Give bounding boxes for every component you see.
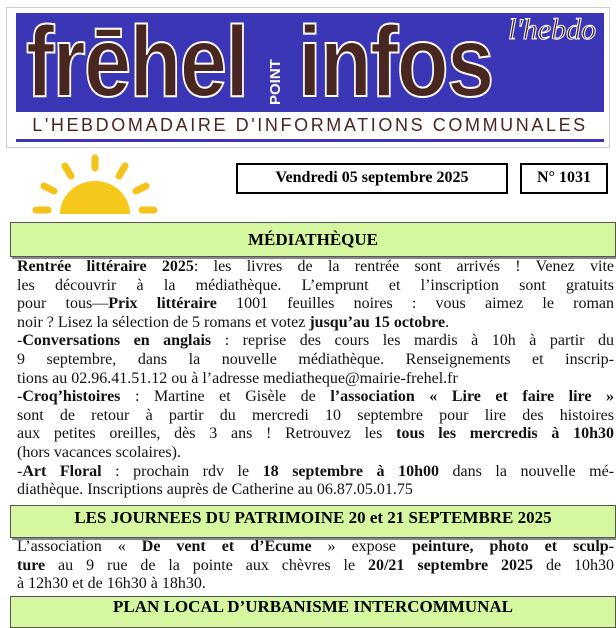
text-line [17,332,614,351]
issue-date: Vendredi 05 septembre 2025 [236,163,508,194]
text-segment: 1001 feuilles noires : vous aimez le roman [216,295,614,313]
text-segment: » expose [311,538,413,555]
text-segment: : les livres de la rentrée sont arrivés ! Venez vite [193,258,614,275]
bold-text: Prix littéraire [108,295,217,313]
bold-text: 20/21 septembre 2025 [367,556,534,574]
section-body-mediatheque [17,258,614,500]
bold-text: jusqu’au 15 octobre [309,313,446,331]
sun-icon [30,150,160,220]
text-line [17,258,614,277]
text-line [17,425,614,444]
text-segment: dans la nouvelle mé- [439,462,614,480]
text-segment: de 10h30 [533,556,614,574]
text-segment: . [445,313,450,331]
bold-text: tous les mercredis à 10h30 [396,425,614,443]
text-line [17,557,614,576]
bold-text: 18 septembre à 10h00 [262,462,439,480]
text-segment: les découvrir à la médiathèque. L’emprunt et l’inscription sont gratuits [17,276,614,294]
text-segment: (hors vacances scolaires). [17,443,181,461]
bold-text: peinture, photo et sculp- [412,538,614,555]
masthead-name-right: infos [298,13,493,112]
text-line [17,481,614,500]
section-header-plui: PLAN LOCAL D’URBANISME INTERCOMMUNAL [10,596,616,628]
text-line [17,314,614,333]
text-segment: noir ? Lisez la sélection de 5 romans et votez [17,313,310,331]
text-line [17,370,614,389]
text-segment: tions au 02.96.41.51.12 ou à l’adresse mediatheque@mairie-frehel.fr [17,369,458,387]
text-line [17,388,614,407]
text-line [17,277,614,296]
text-segment: : prochain rdv le [101,462,263,480]
bold-text: Croq’histoires [22,388,121,406]
text-line [17,463,614,482]
text-segment: sont de retour à partir du mercredi 10 septembre pour lire des histoires [17,406,614,424]
masthead-subtitle: L'HEBDOMADAIRE D'INFORMATIONS COMMUNALES [32,115,588,135]
text-segment: - [17,332,23,350]
bold-text: Conversations en anglais [22,332,212,350]
text-line [17,295,614,314]
bold-text: Rentrée littéraire 2025 [17,258,194,275]
bold-text: ture [17,556,46,574]
text-segment: : Martine et Gisèle de [120,388,331,406]
text-line [17,351,614,370]
text-segment: diathèque. Inscriptions auprès de Catherine au 06.87.05.01.75 [17,481,413,499]
text-segment: au 9 rue de la pointe aux chèvres le [45,556,368,574]
bold-text: l’association « Lire et faire lire » [330,388,614,406]
text-segment: aux petites oreilles, dès 3 ans ! Retrouvez les [17,425,397,443]
masthead-hebdo: l'hebdo [508,13,597,46]
text-segment: L’association « [17,538,142,555]
masthead-rule [16,139,604,142]
text-segment: - [17,462,23,480]
text-segment: : reprise des cours les mardis à 10h à partir du [211,332,614,350]
text-line [17,538,614,557]
masthead-point: POINT [267,59,284,105]
text-segment: - [17,388,23,406]
masthead-name-left: frēhel [26,13,248,112]
text-segment: à 12h30 et de 16h30 à 18h30. [17,575,206,593]
section-body-patrimoine [17,538,614,594]
text-segment: pour tous— [17,295,109,313]
text-line [17,575,614,594]
section-header-patrimoine: LES JOURNEES DU PATRIMOINE 20 et 21 SEPTEMBRE 2025 [10,505,616,538]
issue-number: N° 1031 [520,163,608,194]
text-segment: 9 septembre, dans la nouvelle médiathèque. Renseignements et inscrip- [17,350,614,368]
bold-text: Art Floral [22,462,102,480]
text-line [17,407,614,426]
section-header-mediatheque: MÉDIATHÈQUE [10,222,616,257]
bold-text: De vent et d’Ecume [141,538,312,555]
masthead-banner [16,13,604,112]
text-line [17,444,614,463]
